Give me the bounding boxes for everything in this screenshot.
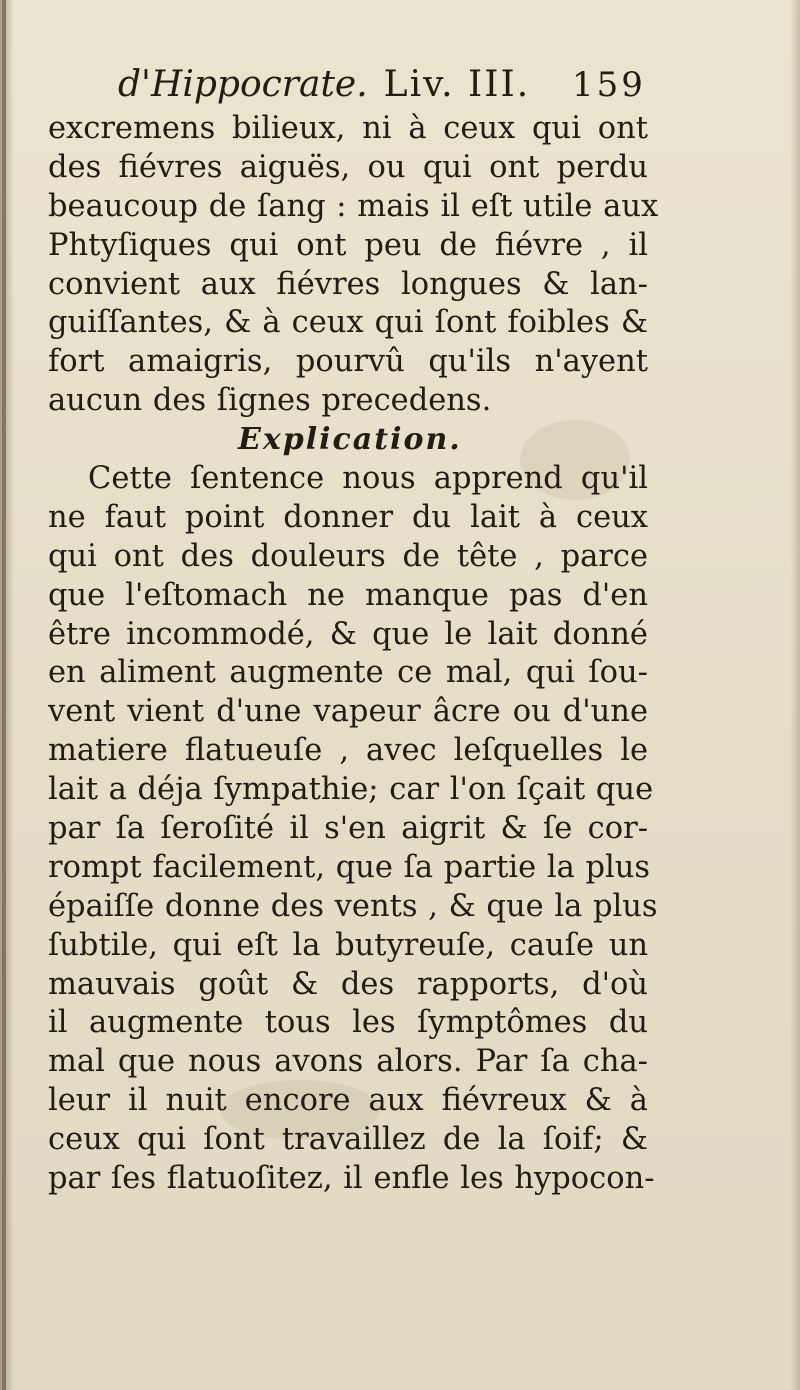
- text-line: Phtyſiques qui ont peu de fiévre , il: [48, 227, 648, 263]
- text-line: des fiévres aiguës, ou qui ont perdu: [48, 149, 648, 185]
- running-head-book: Liv. III.: [383, 64, 531, 105]
- text-line: lait a déja ſympathie; car l'on ſçait que: [48, 772, 654, 808]
- text-line: aucun des ſignes precedens.: [48, 383, 492, 419]
- running-head-title: d'Hippocrate.: [118, 64, 368, 105]
- text-line: matiere flatueuſe , avec leſquelles le: [48, 733, 648, 769]
- page-number: 159: [572, 65, 646, 105]
- text-line: excremens bilieux, ni à ceux qui ont: [48, 111, 648, 146]
- text-line: convient aux fiévres longues & lan-: [48, 266, 648, 302]
- text-line: que l'eſtomach ne manque pas d'en: [48, 577, 648, 613]
- text-line: épaiſſe donne des vents , & que la plus: [48, 888, 658, 924]
- section-heading: Explication.: [238, 422, 462, 458]
- text-line: ne faut point donner du lait à ceux: [48, 499, 648, 535]
- text-line: qui ont des douleurs de tête , parce: [48, 538, 648, 574]
- text-line: être incommodé, & que le lait donné: [48, 616, 648, 652]
- text-line: ſubtile, qui eſt la butyreuſe, cauſe un: [48, 927, 648, 963]
- page-gutter-shadow: [2, 0, 6, 1390]
- text-line: mauvais goût & des rapports, d'où: [48, 966, 648, 1002]
- body-text: [48, 110, 659, 1199]
- text-line: fort amaigris, pourvû qu'ils n'ayent: [48, 344, 648, 380]
- running-head: [118, 62, 638, 108]
- text-line: rompt facilement, que ſa partie la plus: [48, 849, 651, 885]
- text-line: leur il nuit encore aux fiévreux & à: [48, 1083, 648, 1119]
- text-line: mal que nous avons alors. Par ſa cha-: [48, 1044, 648, 1080]
- text-line: en aliment augmente ce mal, qui ſou-: [48, 655, 648, 691]
- page-right-edge: [790, 0, 800, 1390]
- text-line: vent vient d'une vapeur âcre ou d'une: [48, 694, 648, 730]
- text-line: il augmente tous les ſymptômes du: [48, 1005, 648, 1041]
- text-line: guiſſantes, & à ceux qui ſont foibles &: [48, 305, 648, 341]
- text-line: Cette ſentence nous apprend qu'il: [88, 461, 648, 497]
- text-line: beaucoup de ſang : mais il eſt utile aux: [48, 188, 659, 224]
- text-line: ceux qui ſont travaillez de la ſoif; &: [48, 1122, 648, 1158]
- text-line: par ſa ſeroſité il s'en aigrit & ſe cor-: [48, 811, 648, 847]
- text-line: par ſes flatuoſitez, il enfle les hypocon-: [48, 1161, 655, 1197]
